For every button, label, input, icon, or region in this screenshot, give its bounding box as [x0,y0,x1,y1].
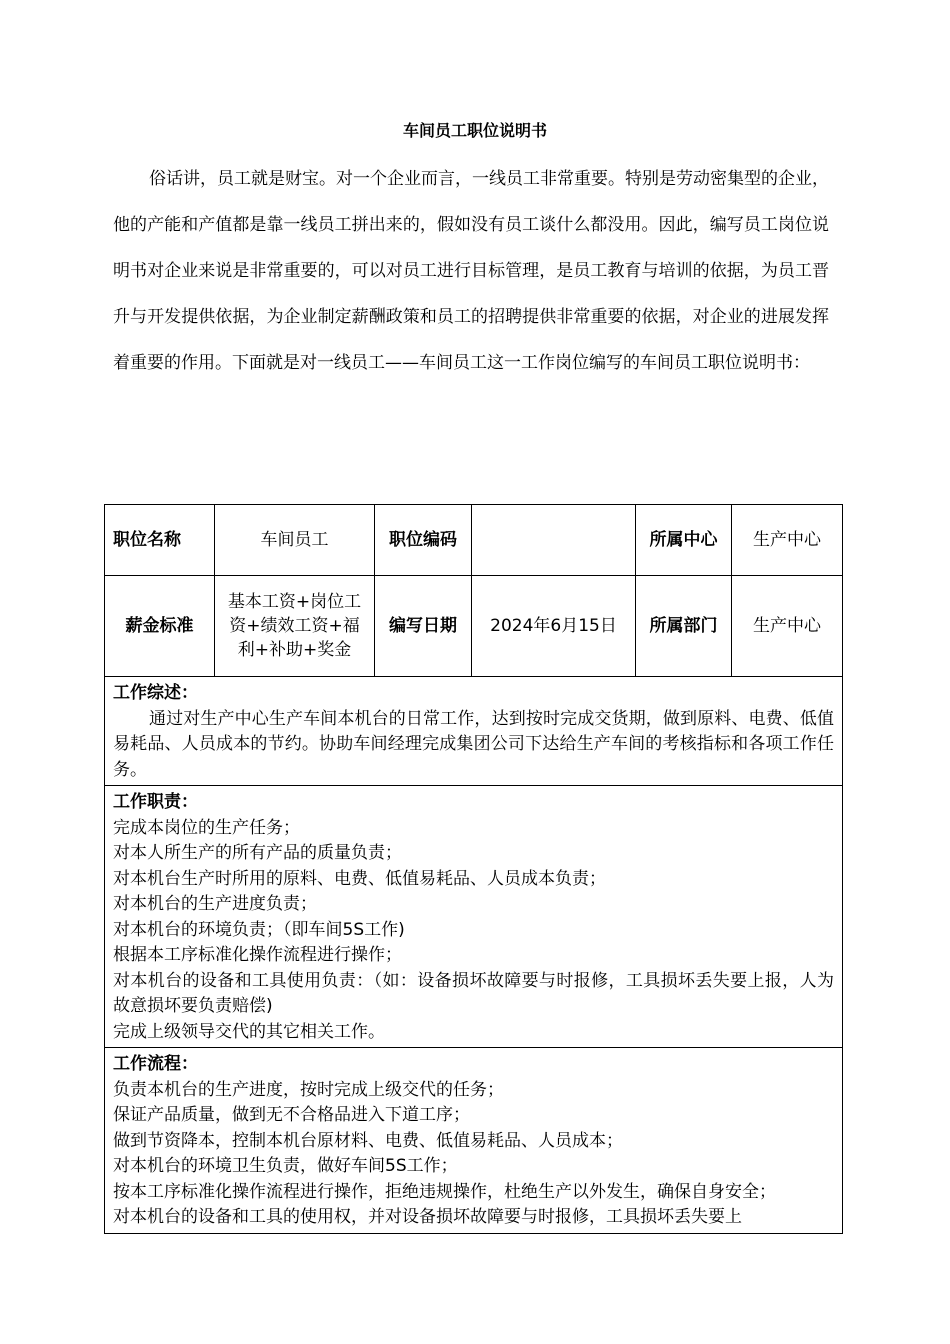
summary-text: 通过对生产中心生产车间本机台的日常工作，达到按时完成交货期，做到原料、电费、低值易耗品、人员成本的节约。协助车间经理完成集团公司下达给生产车间的考核指标和各项工作任务。 [113,708,834,780]
intro-paragraph: 俗话讲，员工就是财宝。对一个企业而言，一线员工非常重要。特别是劳动密集型的企业，他的产能和产值都是靠一线员工拼出来的，假如没有员工谈什么都没用。因此，编写员工岗位说明书对企业来说是非常重要的，可以对员工进行目标管理，是员工教育与培训的依据，为员工晋升与开发提供依据，为企业制定薪酬政策和员工的招聘提供非常重要的依据，对企业的进展发挥着重要的作用。下面就是对一线员工——车间员工这一工作岗位编写的车间员工职位说明书： [113,169,829,373]
value-position-code [472,505,636,576]
label-written-date: 编写日期 [375,576,472,677]
duty-item: 对本机台的生产进度负责； [113,894,317,914]
process-heading: 工作流程： [113,1054,198,1074]
summary-heading: 工作综述： [113,683,198,703]
duties-cell [105,786,843,1048]
duty-item: 对本机台的设备和工具使用负责：（如：设备损坏故障要与时报修，工具损坏丢失要上报，人为故意损坏要负责赔偿) [113,970,834,1016]
page-bottom-margin [0,1236,950,1344]
duty-item: 完成上级领导交代的其它相关工作。 [113,1021,385,1042]
label-salary: 薪金标准 [105,576,215,677]
table-row-summary [105,677,843,786]
duty-item: 对本机台的环境负责；（即车间5S工作) [113,919,405,940]
table-row-process [105,1048,843,1234]
duties-heading: 工作职责： [113,792,198,812]
process-cell [105,1048,843,1234]
table-row-duties [105,786,843,1048]
value-written-date: 2024年6月15日 [472,576,636,677]
value-department: 生产中心 [732,576,843,677]
table-row-position [105,505,843,576]
process-item: 对本机台的设备和工具的使用权，并对设备损坏故障要与时报修，工具损坏丢失要上 [113,1207,742,1227]
process-item: 负责本机台的生产进度，按时完成上级交代的任务； [113,1079,504,1100]
duty-item: 完成本岗位的生产任务； [113,817,300,838]
label-position-name: 职位名称 [105,505,215,576]
value-position-name: 车间员工 [215,505,375,576]
process-item: 做到节资降本，控制本机台原材料、电费、低值易耗品、人员成本； [113,1130,623,1151]
value-salary: 基本工资+岗位工资+绩效工资+福利+补助+奖金 [215,576,375,677]
label-center: 所属中心 [636,505,732,576]
summary-cell [105,677,843,786]
duty-item: 对本人所生产的所有产品的质量负责； [113,843,402,863]
value-center: 生产中心 [732,505,843,576]
duty-item: 对本机台生产时所用的原料、电费、低值易耗品、人员成本负责； [113,868,606,889]
process-item: 对本机台的环境卫生负责，做好车间5S工作； [113,1156,458,1176]
process-item: 按本工序标准化操作流程进行操作，拒绝违规操作，杜绝生产以外发生，确保自身安全； [113,1181,776,1202]
label-department: 所属部门 [636,576,732,677]
job-description-table [104,504,843,1234]
table-row-salary [105,576,843,677]
label-position-code: 职位编码 [375,505,472,576]
duty-item: 根据本工序标准化操作流程进行操作； [113,945,402,965]
document-title: 车间员工职位说明书 [402,121,547,140]
process-item: 保证产品质量，做到无不合格品进入下道工序； [113,1105,470,1125]
